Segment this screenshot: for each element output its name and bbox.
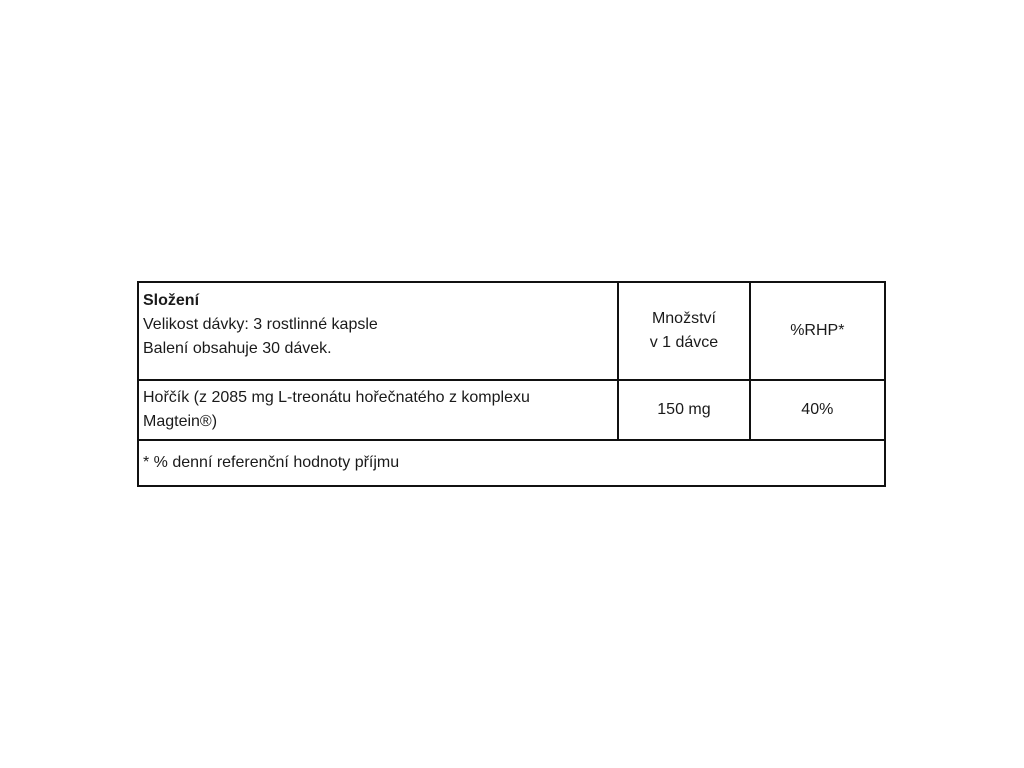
rhp-cell <box>750 380 885 440</box>
serving-size-text: Velikost dávky: 3 rostlinné kapsle <box>143 316 378 333</box>
ingredient-cell <box>138 380 618 440</box>
servings-per-pack-text: Balení obsahuje 30 dávek. <box>143 340 332 357</box>
amount-value: 150 mg <box>657 401 711 418</box>
amount-header-line2: v 1 dávce <box>649 334 719 351</box>
table-row <box>138 380 885 440</box>
supplement-facts-table <box>137 281 886 487</box>
footnote-row <box>138 440 885 486</box>
rhp-value: 40% <box>801 401 834 418</box>
amount-header-line1: Množství <box>651 310 716 327</box>
footnote-cell <box>138 440 885 486</box>
ingredient-name-line2: Magtein®) <box>143 413 218 430</box>
table-header-row <box>138 282 885 380</box>
composition-title: Složení <box>143 292 200 309</box>
amount-header-cell <box>618 282 749 380</box>
composition-header-cell <box>138 282 618 380</box>
rhp-header-label: %RHP* <box>790 322 845 339</box>
footnote-text: * % denní referenční hodnoty příjmu <box>143 454 400 471</box>
rhp-header-cell <box>750 282 885 380</box>
amount-cell <box>618 380 749 440</box>
ingredient-name-line1: Hořčík (z 2085 mg L-treonátu hořečnatého z komplexu <box>143 389 530 406</box>
